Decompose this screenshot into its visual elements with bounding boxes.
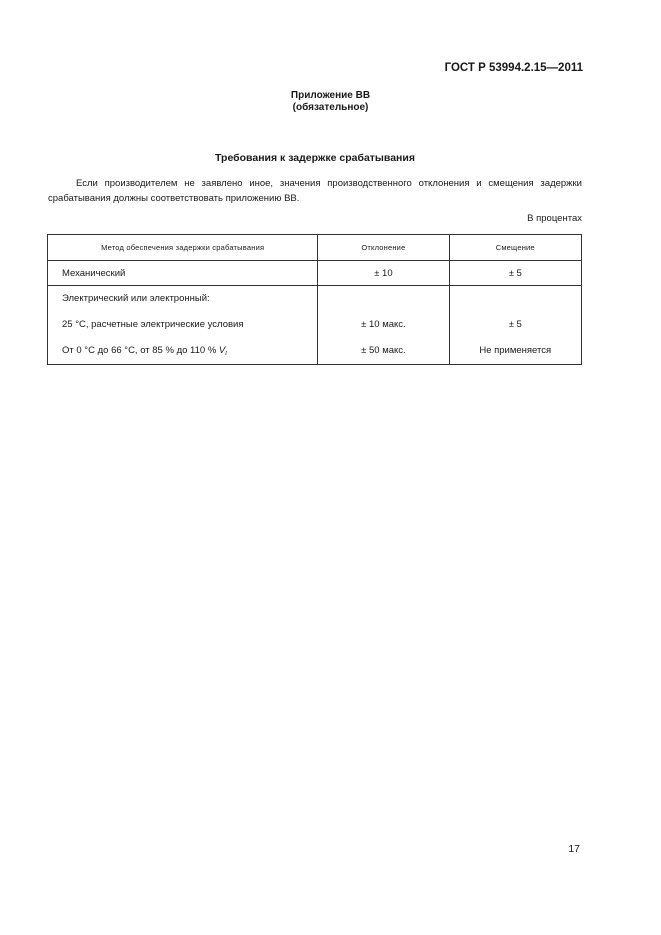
electric-25-method: 25 °С, расчетные электрические условия <box>62 319 244 330</box>
cell-deviation: ± 10 <box>318 261 449 286</box>
header-method: Метод обеспечения задержки срабатывания <box>48 235 318 261</box>
annex-status: (обязательное) <box>292 102 369 113</box>
document-code: ГОСТ Р 53994.2.15—2011 <box>444 62 583 74</box>
table-unit-note: В процентах <box>527 213 582 224</box>
annex-heading <box>0 90 661 114</box>
electric-heading-deviation-empty <box>318 286 448 312</box>
electric-25-offset: ± 5 <box>508 319 522 330</box>
electric-heading: Электрический или электронный: <box>62 293 210 304</box>
electric-heading-offset-empty <box>450 286 581 312</box>
electric-range-deviation: ± 50 макс. <box>361 345 406 356</box>
header-deviation: Отклонение <box>318 235 449 261</box>
section-title: Требования к задержке срабатывания <box>215 152 415 164</box>
body-paragraph: Если производителем не заявлено иное, значения производственного отклонения и смещения задержки срабатывания должны соответствовать приложению ВВ. <box>48 178 582 204</box>
cell-offset: ± 5 <box>449 261 581 286</box>
cell-method-group <box>48 286 318 365</box>
delay-requirements-table <box>47 234 582 365</box>
cell-deviation-group <box>318 286 449 365</box>
page-number: 17 <box>568 843 580 855</box>
header-offset: Смещение <box>449 235 581 261</box>
cell-method: Механический <box>48 261 318 286</box>
voltage-subscript: t <box>225 351 227 357</box>
electric-25-deviation: ± 10 макс. <box>361 319 406 330</box>
table-row-electric <box>48 286 582 365</box>
voltage-symbol: V <box>218 345 226 356</box>
electric-range-method <box>62 338 317 364</box>
electric-range-offset: Не применяется <box>479 345 552 356</box>
table-row-mechanical <box>48 261 582 286</box>
table-header-row <box>48 235 582 261</box>
cell-offset-group <box>449 286 581 365</box>
electric-range-text: От 0 °С до 66 °С, от 85 % до 110 % <box>62 345 219 356</box>
annex-title: Приложение ВВ <box>290 90 371 101</box>
